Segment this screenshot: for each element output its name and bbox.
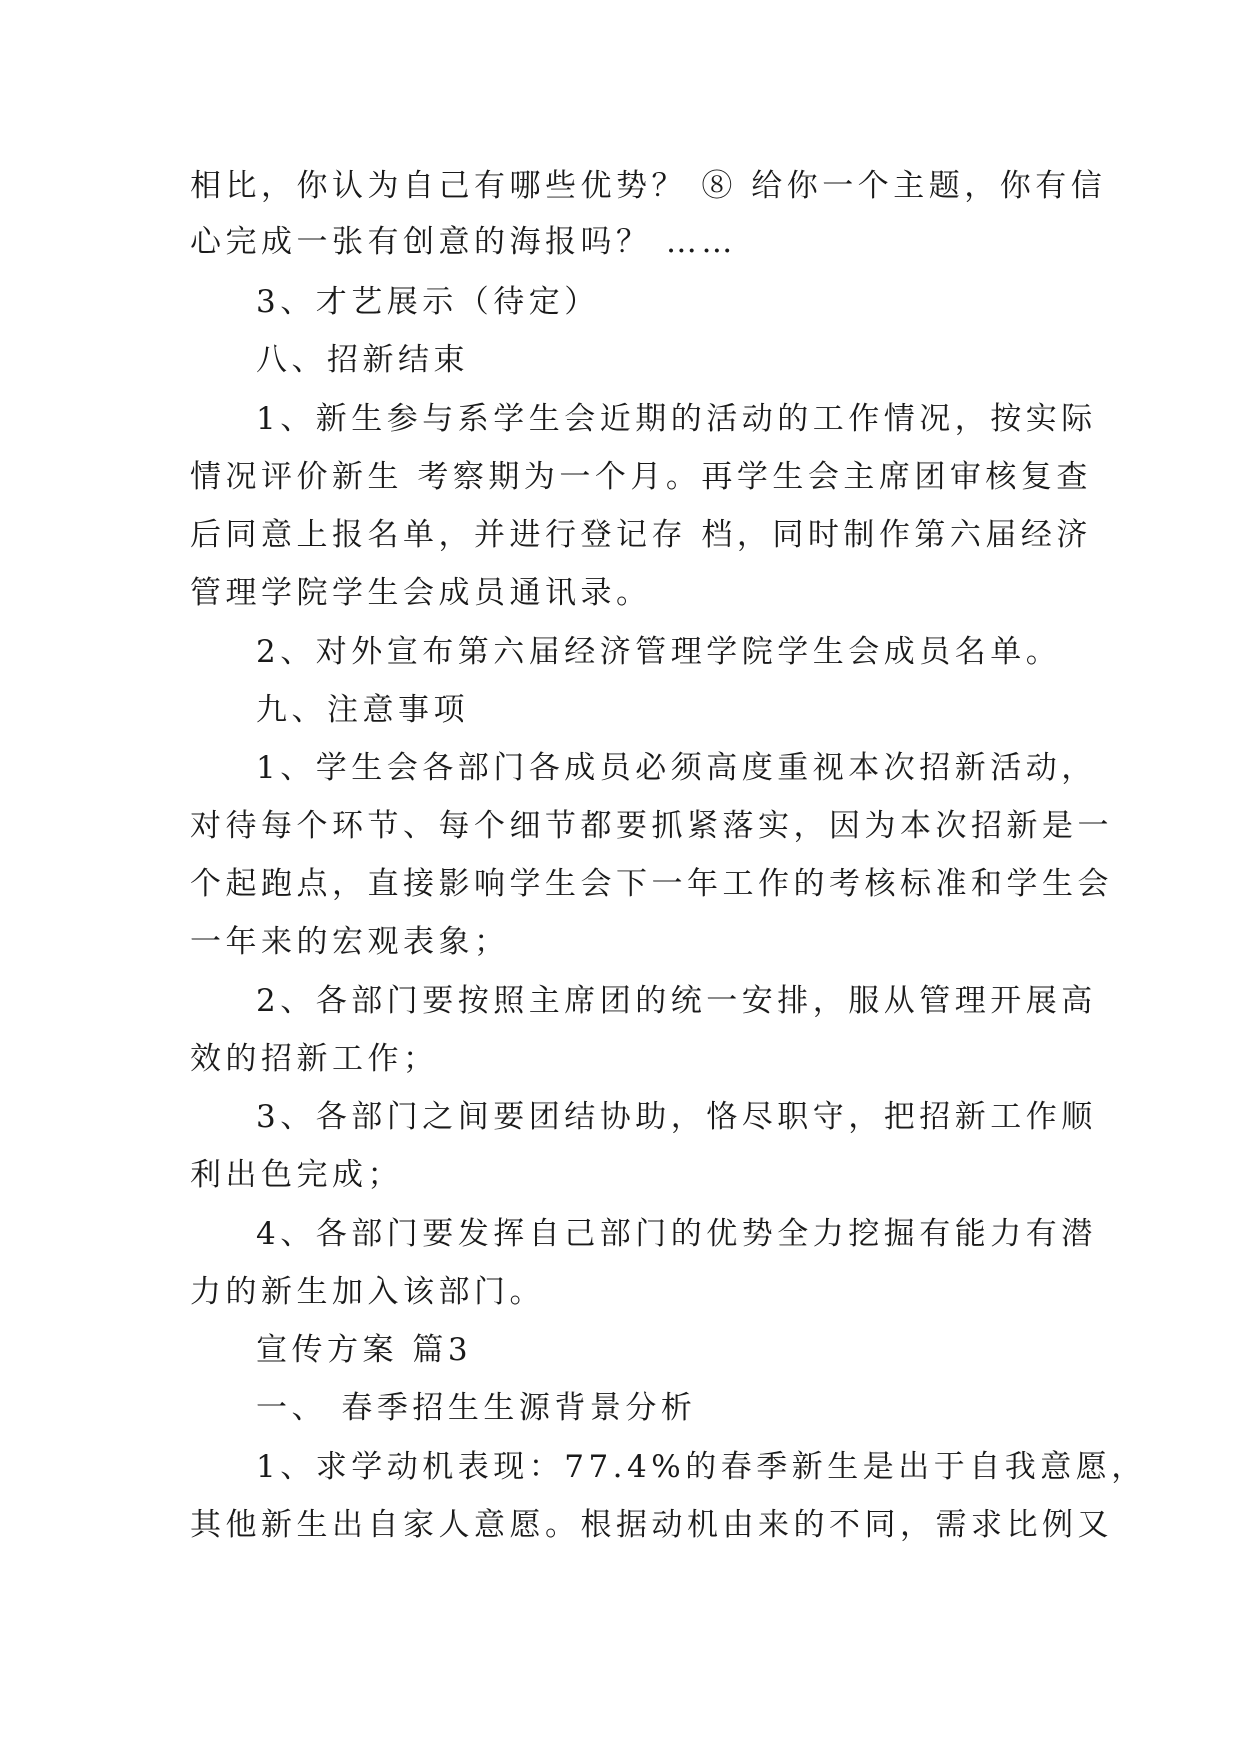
text-line: 其他新生出自家人意愿。根据动机由来的不同，需求比例又 — [190, 1507, 1113, 1543]
section-heading: 一、 春季招生生源背景分析 — [256, 1390, 697, 1426]
text-line: 相比，你认为自己有哪些优势？ ⑧ 给你一个主题，你有信 — [190, 168, 1107, 204]
text-line: 2、对外宣布第六届经济管理学院学生会成员名单。 — [256, 634, 1062, 670]
section-heading: 九、注意事项 — [256, 692, 469, 728]
text-line: 利出色完成； — [190, 1157, 403, 1193]
text-line: 1、求学动机表现：77.4%的春季新生是出于自我意愿， — [256, 1449, 1147, 1485]
text-line: 1、新生参与系学生会近期的活动的工作情况，按实际 — [256, 401, 1097, 437]
text-line: 后同意上报名单，并进行登记存 档，同时制作第六届经济 — [190, 517, 1092, 553]
text-line: 个起跑点，直接影响学生会下一年工作的考核标准和学生会 — [190, 866, 1113, 902]
text-line: 情况评价新生 考察期为一个月。再学生会主席团审核复查 — [190, 459, 1092, 495]
text-line: 1、学生会各部门各成员必须高度重视本次招新活动， — [256, 750, 1097, 786]
text-line: 4、各部门要发挥自己部门的优势全力挖掘有能力有潜 — [256, 1216, 1097, 1252]
text-line: 力的新生加入该部门。 — [190, 1274, 545, 1310]
text-line: 3、才艺展示（待定） — [256, 284, 600, 320]
text-line: 心完成一张有创意的海报吗？ …… — [190, 224, 737, 260]
text-line: 3、各部门之间要团结协助，恪尽职守，把招新工作顺 — [256, 1099, 1097, 1135]
text-line: 管理学院学生会成员通讯录。 — [190, 575, 652, 611]
text-line: 对待每个环节、每个细节都要抓紧落实，因为本次招新是一 — [190, 808, 1113, 844]
text-line: 2、各部门要按照主席团的统一安排，服从管理开展高 — [256, 983, 1097, 1019]
text-line: 一年来的宏观表象； — [190, 924, 510, 960]
section-heading: 宣传方案 篇3 — [256, 1332, 473, 1368]
text-line: 效的招新工作； — [190, 1041, 439, 1077]
section-heading: 八、招新结束 — [256, 342, 469, 378]
